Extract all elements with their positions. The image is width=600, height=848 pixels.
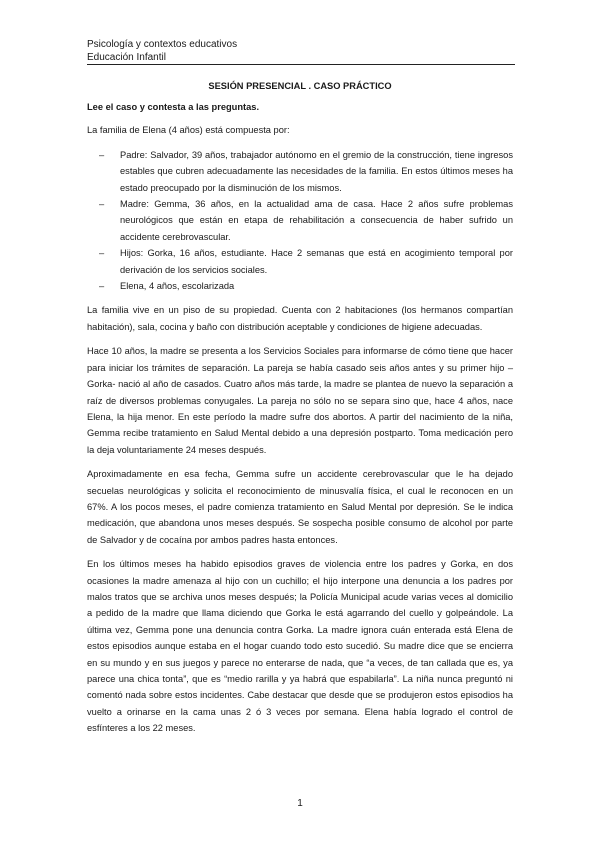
paragraph: Aproximadamente en esa fecha, Gemma sufre un accidente cerebrovascular que le ha dejado secuelas neurológicas y solicita el reconocimiento de minusvalía física, el cual le reconocen en un 67%. A los pocos meses, el padre comienza tratamiento en Salud Mental por depresión. Se le indica medicación, que abandona unos meses después. Se sospecha posible consumo de alcohol por parte de Salvador y de cocaína por ambos padres hasta entonces. xyxy=(87,469,513,545)
bullet-dash: – xyxy=(99,281,105,292)
paragraph: La familia vive en un piso de su propiedad. Cuenta con 2 habitaciones (los hermanos compartían habitación), sala, cocina y baño con distribución aceptable y condiciones de higiene adecuadas. xyxy=(87,305,513,332)
member-text: Madre: Gemma, 36 años, en la actualidad ama de casa. Hace 2 años sufre problemas neurológicos que están en etapa de rehabilitación a consecuencia de haber sufrido un accidente cerebrovascular. xyxy=(120,199,513,242)
page-number: 1 xyxy=(297,798,303,809)
document-title: SESIÓN PRESENCIAL . CASO PRÁCTICO xyxy=(208,81,392,91)
bullet-dash: – xyxy=(99,199,105,210)
list-item xyxy=(87,245,513,278)
header-divider xyxy=(87,64,515,65)
page-header xyxy=(87,38,513,64)
member-text: Elena, 4 años, escolarizada xyxy=(120,281,235,292)
list-item xyxy=(87,196,513,245)
paragraph: Hace 10 años, la madre se presenta a los Servicios Sociales para informarse de cómo tiene que hacer para iniciar los trámites de separación. La pareja se había casado seis años antes y su primer hijo –Gorka- nació al año de casados. Cuatro años más tarde, la madre se plantea de nuevo la separación a raíz de diversos problemas conyugales. La pareja no sólo no se separa sino que, hace 4 años, nace Elena, la hija menor. En este período la madre sufre dos abortos. A partir del nacimiento de la niña, Gemma recibe tratamiento en Salud Mental debido a una depresión postparto. Toma medicación pero la deja voluntariamente 24 meses después. xyxy=(87,346,513,455)
family-members-list xyxy=(87,147,513,295)
header-course: Psicología y contextos educativos xyxy=(87,39,238,50)
intro-instruction: Lee el caso y contesta a las preguntas. xyxy=(87,102,260,112)
document-body xyxy=(87,99,513,745)
bullet-dash: – xyxy=(99,149,105,160)
family-intro: La familia de Elena (4 años) está compuesta por: xyxy=(87,125,290,136)
list-item xyxy=(87,147,513,196)
member-text: Padre: Salvador, 39 años, trabajador autónomo en el gremio de la construcción, tiene ingresos estables que cubren adecuadamente las necesidades de la familia. En estos últimos meses ha estado preocupado por la disminución de los mismos. xyxy=(120,149,513,193)
bullet-dash: – xyxy=(99,248,105,259)
header-degree: Educación Infantil xyxy=(87,52,166,63)
member-text: Hijos: Gorka, 16 años, estudiante. Hace 2 semanas que está en acogimiento temporal por derivación de los servicios sociales. xyxy=(120,248,513,275)
list-item xyxy=(87,278,513,294)
paragraph: En los últimos meses ha habido episodios graves de violencia entre los padres y Gorka, en dos ocasiones la madre amenaza al hijo con un cuchillo; el hijo interpone una denuncia a los padres por malos tratos que se archiva unos meses después; la Policía Municipal acude varias veces al domicilio a pedido de la madre que llama diciendo que Gorka le está agarrando del cuello y golpeándole. La última vez, Gemma pone una denuncia contra Gorka. La madre ignora cuán enterada está Elena de estos episodios aunque estaba en el hogar cuando todo esto sucedió. Su madre dice que se encierra en su mundo y en sus juegos y parece no enterarse de nada, que “a veces, de tan callada que es, ya parece una chica tonta”, que es “medio rarilla y ya habrá que espabilarla”. La niña nunca preguntó ni comentó nada sobre estos incidentes. Cabe destacar que desde que se produjeron estos episodios ha vuelto a orinarse en la cama unas 2 ó 3 veces por semana. Elena había logrado el control de esfínteres a los 22 meses. xyxy=(87,559,513,734)
